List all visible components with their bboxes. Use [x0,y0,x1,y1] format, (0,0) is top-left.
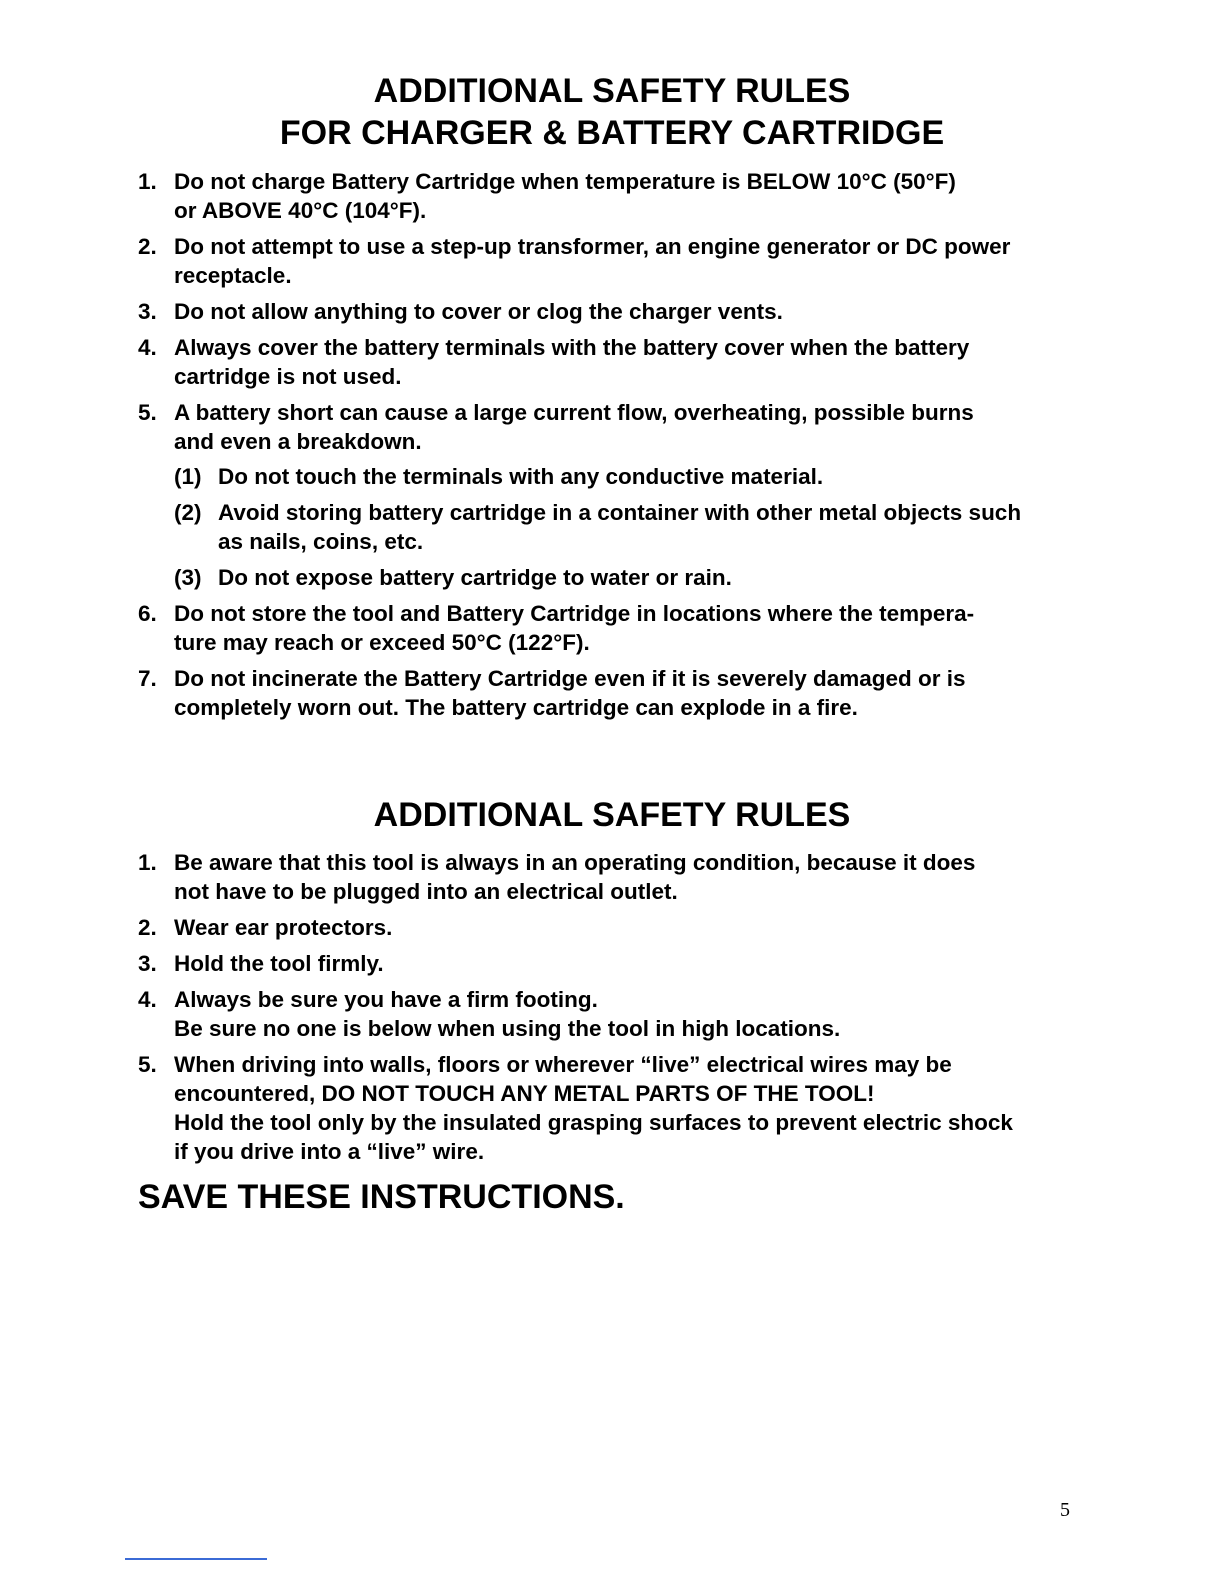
rule-text-line: ture may reach or exceed 50°C (122°F). [174,630,590,655]
rule-text-line: or ABOVE 40°C (104°F). [174,198,427,223]
rule-text-line: Always be sure you have a firm footing. [174,987,598,1012]
additional-safety-rules-list [138,848,1086,1173]
rule-number: 3. [138,951,157,976]
rule-text-line: Be aware that this tool is always in an operating condition, because it does [174,850,976,875]
rule-number: 4. [138,335,157,360]
subrule-text-line: as nails, coins, etc. [218,529,424,554]
subrule-number: (3) [174,565,202,590]
rule-text-line: Do not allow anything to cover or clog the charger vents. [174,299,783,324]
rule-text-line: receptacle. [174,263,292,288]
section2-title: ADDITIONAL SAFETY RULES [373,796,851,834]
rule-number: 4. [138,987,157,1012]
rule-item [138,913,1086,942]
rule-text-line: When driving into walls, floors or wherever “live” electrical wires may be [174,1052,952,1077]
rule-text-line: Do not charge Battery Cartridge when temperature is BELOW 10°C (50°F) [174,169,956,194]
rule-text-line: encountered, DO NOT TOUCH ANY METAL PARTS OF THE TOOL! [174,1081,875,1106]
rule-item [138,297,1086,326]
rule-item [138,599,1086,657]
rule-item [138,398,1086,592]
rule-item [138,949,1086,978]
subrule-item [174,498,1086,556]
page-number: 5 [1060,1499,1070,1521]
rule-text-line: Be sure no one is below when using the tool in high locations. [174,1016,841,1041]
rule-item [138,232,1086,290]
rule-text-line: Do not store the tool and Battery Cartridge in locations where the tempera- [174,601,975,626]
rule-item [138,848,1086,906]
rule-number: 7. [138,666,157,691]
rule-number: 1. [138,850,157,875]
rule-text-line: Wear ear protectors. [174,915,393,940]
rule-text-line: not have to be plugged into an electrical outlet. [174,879,678,904]
rule-text-line: if you drive into a “live” wire. [174,1139,485,1164]
rule-text-line: A battery short can cause a large current flow, overheating, possible burns [174,400,974,425]
charger-battery-rules-list [138,167,1086,729]
section1-title-line1: ADDITIONAL SAFETY RULES [373,72,851,110]
subrule-number: (1) [174,464,202,489]
subrule-item [174,462,1086,491]
rule-number: 1. [138,169,157,194]
rule-number: 5. [138,1052,157,1077]
rule-number: 5. [138,400,157,425]
subrule-number: (2) [174,500,202,525]
section1-title-line2: FOR CHARGER & BATTERY CARTRIDGE [279,114,945,152]
rule-number: 2. [138,915,157,940]
rule-number: 6. [138,601,157,626]
subrule-text-line: Avoid storing battery cartridge in a container with other metal objects such [218,500,1022,525]
rule-text-line: cartridge is not used. [174,364,402,389]
rule-item [138,167,1086,225]
footer-divider [125,1558,267,1560]
subrule-text-line: Do not touch the terminals with any conductive material. [218,464,824,489]
rule-number: 3. [138,299,157,324]
rule-text-line: and even a breakdown. [174,429,422,454]
rule-text-line: Do not incinerate the Battery Cartridge even if it is severely damaged or is [174,666,966,691]
rule-item [138,664,1086,722]
subrule-list [174,462,1086,592]
rule-item [138,333,1086,391]
rule-text-line: Always cover the battery terminals with the battery cover when the battery [174,335,970,360]
rule-item [138,1050,1086,1166]
rule-number: 2. [138,234,157,259]
rule-text-line: Do not attempt to use a step-up transformer, an engine generator or DC power [174,234,1011,259]
rule-item [138,985,1086,1043]
rule-text-line: Hold the tool firmly. [174,951,384,976]
save-instructions-heading: SAVE THESE INSTRUCTIONS. [138,1178,625,1216]
subrule-item [174,563,1086,592]
rule-text-line: completely worn out. The battery cartridge can explode in a fire. [174,695,858,720]
subrule-text-line: Do not expose battery cartridge to water or rain. [218,565,732,590]
rule-text-line: Hold the tool only by the insulated grasping surfaces to prevent electric shock [174,1110,1013,1135]
